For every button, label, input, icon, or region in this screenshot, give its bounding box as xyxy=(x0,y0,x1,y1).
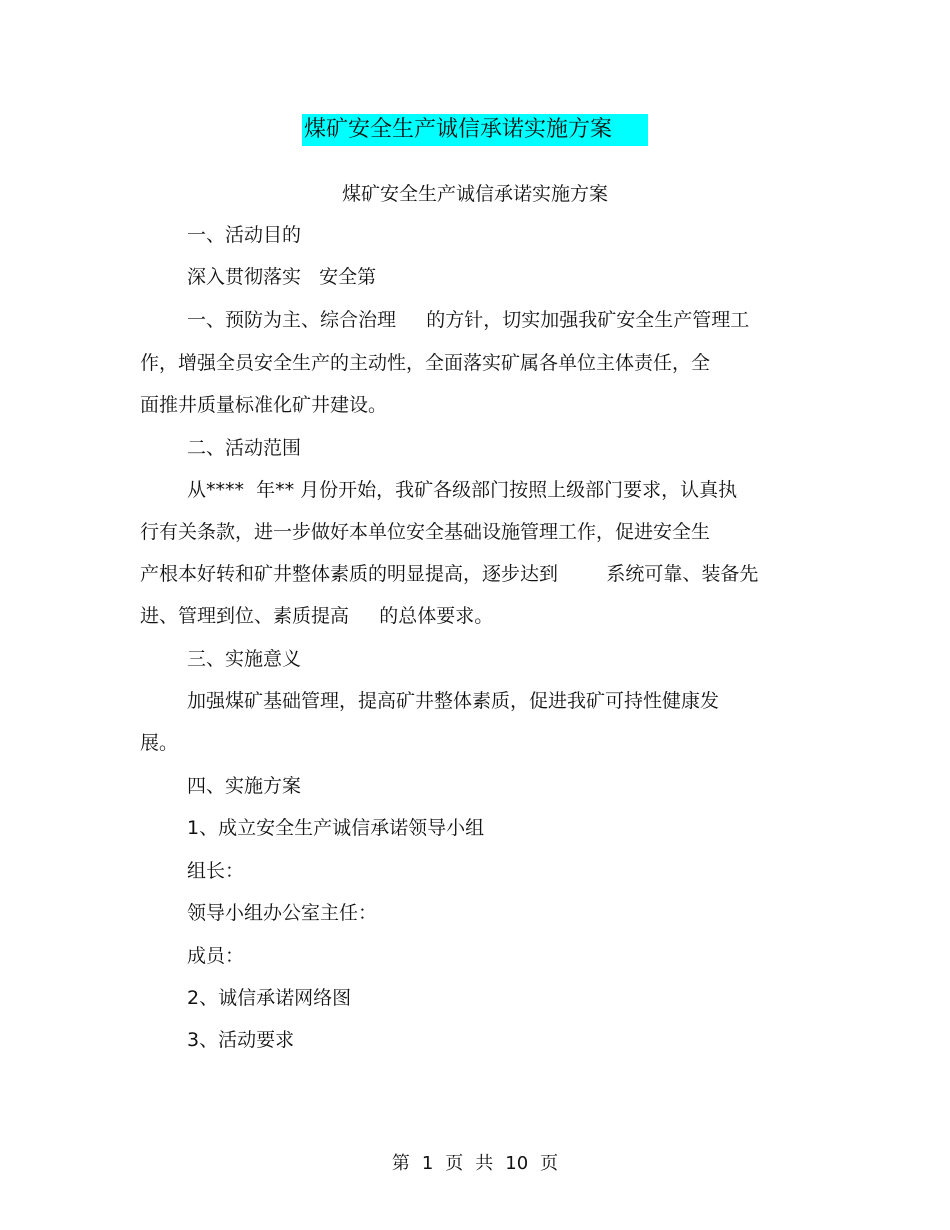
page-title: 煤矿安全生产诚信承诺实施方案 xyxy=(302,114,648,146)
footer-total-label: 共 xyxy=(475,1153,494,1174)
footer-page-label: 第 xyxy=(391,1153,410,1174)
paragraph-line: 作，增强全员安全生产的主动性，全面落实矿属各单位主体责任，全 xyxy=(140,352,711,374)
section-heading: 一、活动目的 xyxy=(187,224,302,246)
paragraph-line: 一、预防为主、综合治理 的方针，切实加强我矿安全生产管理工 xyxy=(187,309,750,331)
paragraph-line: 行有关条款，进一步做好本单位安全基础设施管理工作，促进安全生 xyxy=(140,521,711,543)
paragraph-line: 进、管理到位、素质提高 的总体要求。 xyxy=(140,605,494,627)
list-item: 2、诚信承诺网络图 xyxy=(187,987,352,1009)
paragraph-line: 面推井质量标准化矿井建设。 xyxy=(140,394,388,416)
paragraph-line: 从**** 年** 月份开始，我矿各级部门按照上级部门要求，认真执 xyxy=(187,479,738,501)
list-item: 领导小组办公室主任： xyxy=(187,902,378,924)
list-item: 3、活动要求 xyxy=(187,1029,295,1051)
list-item: 成员： xyxy=(187,945,245,967)
footer-page-unit: 页 xyxy=(445,1153,464,1174)
title-wrap xyxy=(0,114,950,146)
paragraph-line: 产根本好转和矿井整体素质的明显提高，逐步达到 系统可靠、装备先 xyxy=(140,563,759,585)
footer-page-total: 10 xyxy=(505,1153,529,1174)
paragraph-line: 加强煤矿基础管理，提高矿井整体素质，促进我矿可持性健康发 xyxy=(187,690,720,712)
paragraph-line: 深入贯彻落实 安全第 xyxy=(187,266,377,288)
section-heading: 三、实施意义 xyxy=(187,648,302,670)
list-item: 1、成立安全生产诚信承诺领导小组 xyxy=(187,817,485,839)
page-footer xyxy=(0,1153,950,1175)
footer-total-unit: 页 xyxy=(540,1153,559,1174)
paragraph-line: 展。 xyxy=(140,732,179,754)
document-subtitle: 煤矿安全生产诚信承诺实施方案 xyxy=(341,183,608,205)
list-item: 组长： xyxy=(187,860,245,882)
section-heading: 二、活动范围 xyxy=(187,437,302,459)
footer-page-current: 1 xyxy=(421,1153,434,1174)
section-heading: 四、实施方案 xyxy=(187,775,302,797)
